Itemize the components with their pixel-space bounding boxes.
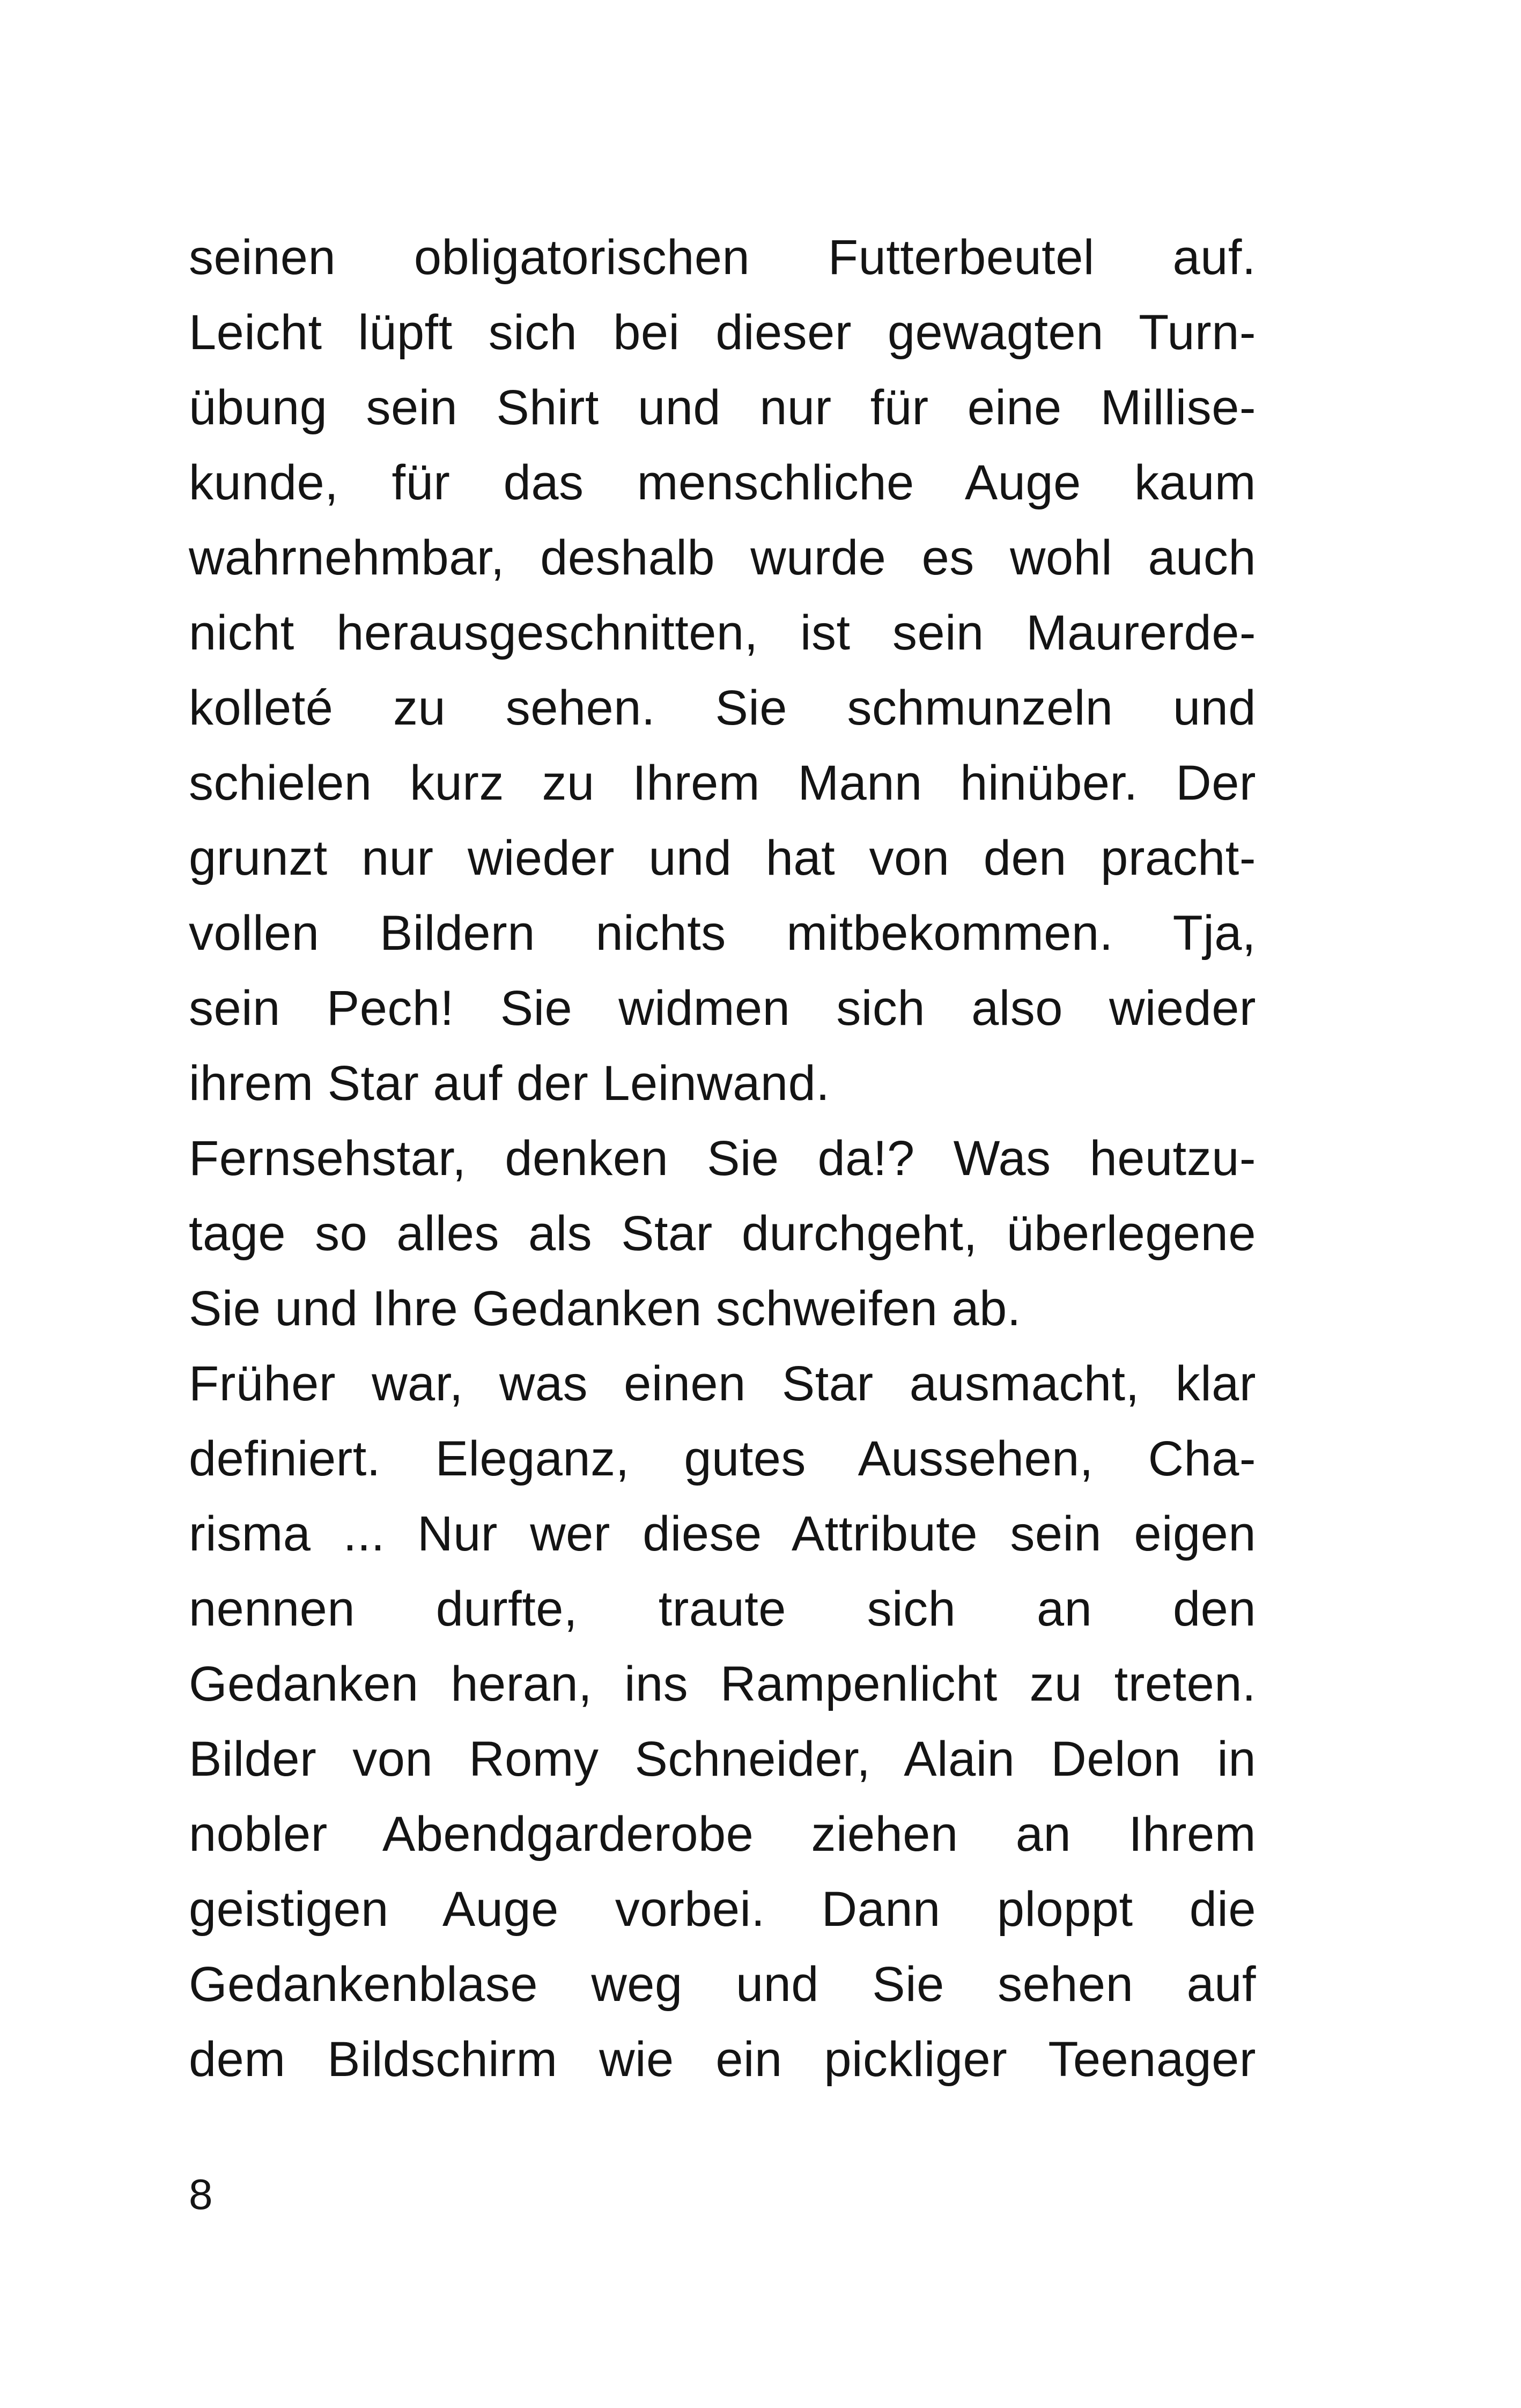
text-line: ihrem Star auf der Leinwand. — [189, 1056, 830, 1111]
text-line: kolleté zu sehen. Sie schmunzeln und — [189, 681, 1256, 735]
text-line: kunde, für das menschliche Auge kaum — [189, 455, 1256, 510]
text-line: übung sein Shirt und nur für eine Millise- — [189, 380, 1256, 435]
text-line: nicht herausgeschnitten, ist sein Maurerde- — [189, 605, 1256, 660]
text-line: definiert. Eleganz, gutes Aussehen, Cha- — [189, 1431, 1256, 1486]
text-line: risma ... Nur wer diese Attribute sein eigen — [189, 1506, 1256, 1561]
text-line: seinen obligatorischen Futterbeutel auf. — [189, 230, 1256, 285]
text-line: dem Bildschirm wie ein pickliger Teenager — [189, 2032, 1256, 2087]
text-line: Sie und Ihre Gedanken schweifen ab. — [189, 1281, 1021, 1336]
text-line: schielen kurz zu Ihrem Mann hinüber. Der — [189, 756, 1256, 810]
text-line: nennen durfte, traute sich an den — [189, 1582, 1256, 1636]
page-number: 8 — [189, 2170, 213, 2218]
text-line: Gedankenblase weg und Sie sehen auf — [189, 1957, 1256, 2012]
text-line: Früher war, was einen Star ausmacht, klar — [189, 1356, 1256, 1411]
text-line: Leicht lüpft sich bei dieser gewagten Turn- — [189, 305, 1256, 360]
text-line: geistigen Auge vorbei. Dann ploppt die — [189, 1882, 1256, 1937]
text-line: wahrnehmbar, deshalb wurde es wohl auch — [189, 530, 1256, 585]
text-line: Fernsehstar, denken Sie da!? Was heutzu- — [189, 1131, 1256, 1186]
text-line: grunzt nur wieder und hat von den pracht- — [189, 831, 1256, 885]
text-line: nobler Abendgarderobe ziehen an Ihrem — [189, 1807, 1256, 1862]
text-line: Bilder von Romy Schneider, Alain Delon in — [189, 1732, 1256, 1786]
text-line: sein Pech! Sie widmen sich also wieder — [189, 981, 1256, 1036]
text-line: Gedanken heran, ins Rampenlicht zu treten. — [189, 1657, 1256, 1711]
text-line: vollen Bildern nichts mitbekommen. Tja, — [189, 906, 1256, 961]
text-line: tage so alles als Star durchgeht, überlegene — [189, 1206, 1256, 1261]
